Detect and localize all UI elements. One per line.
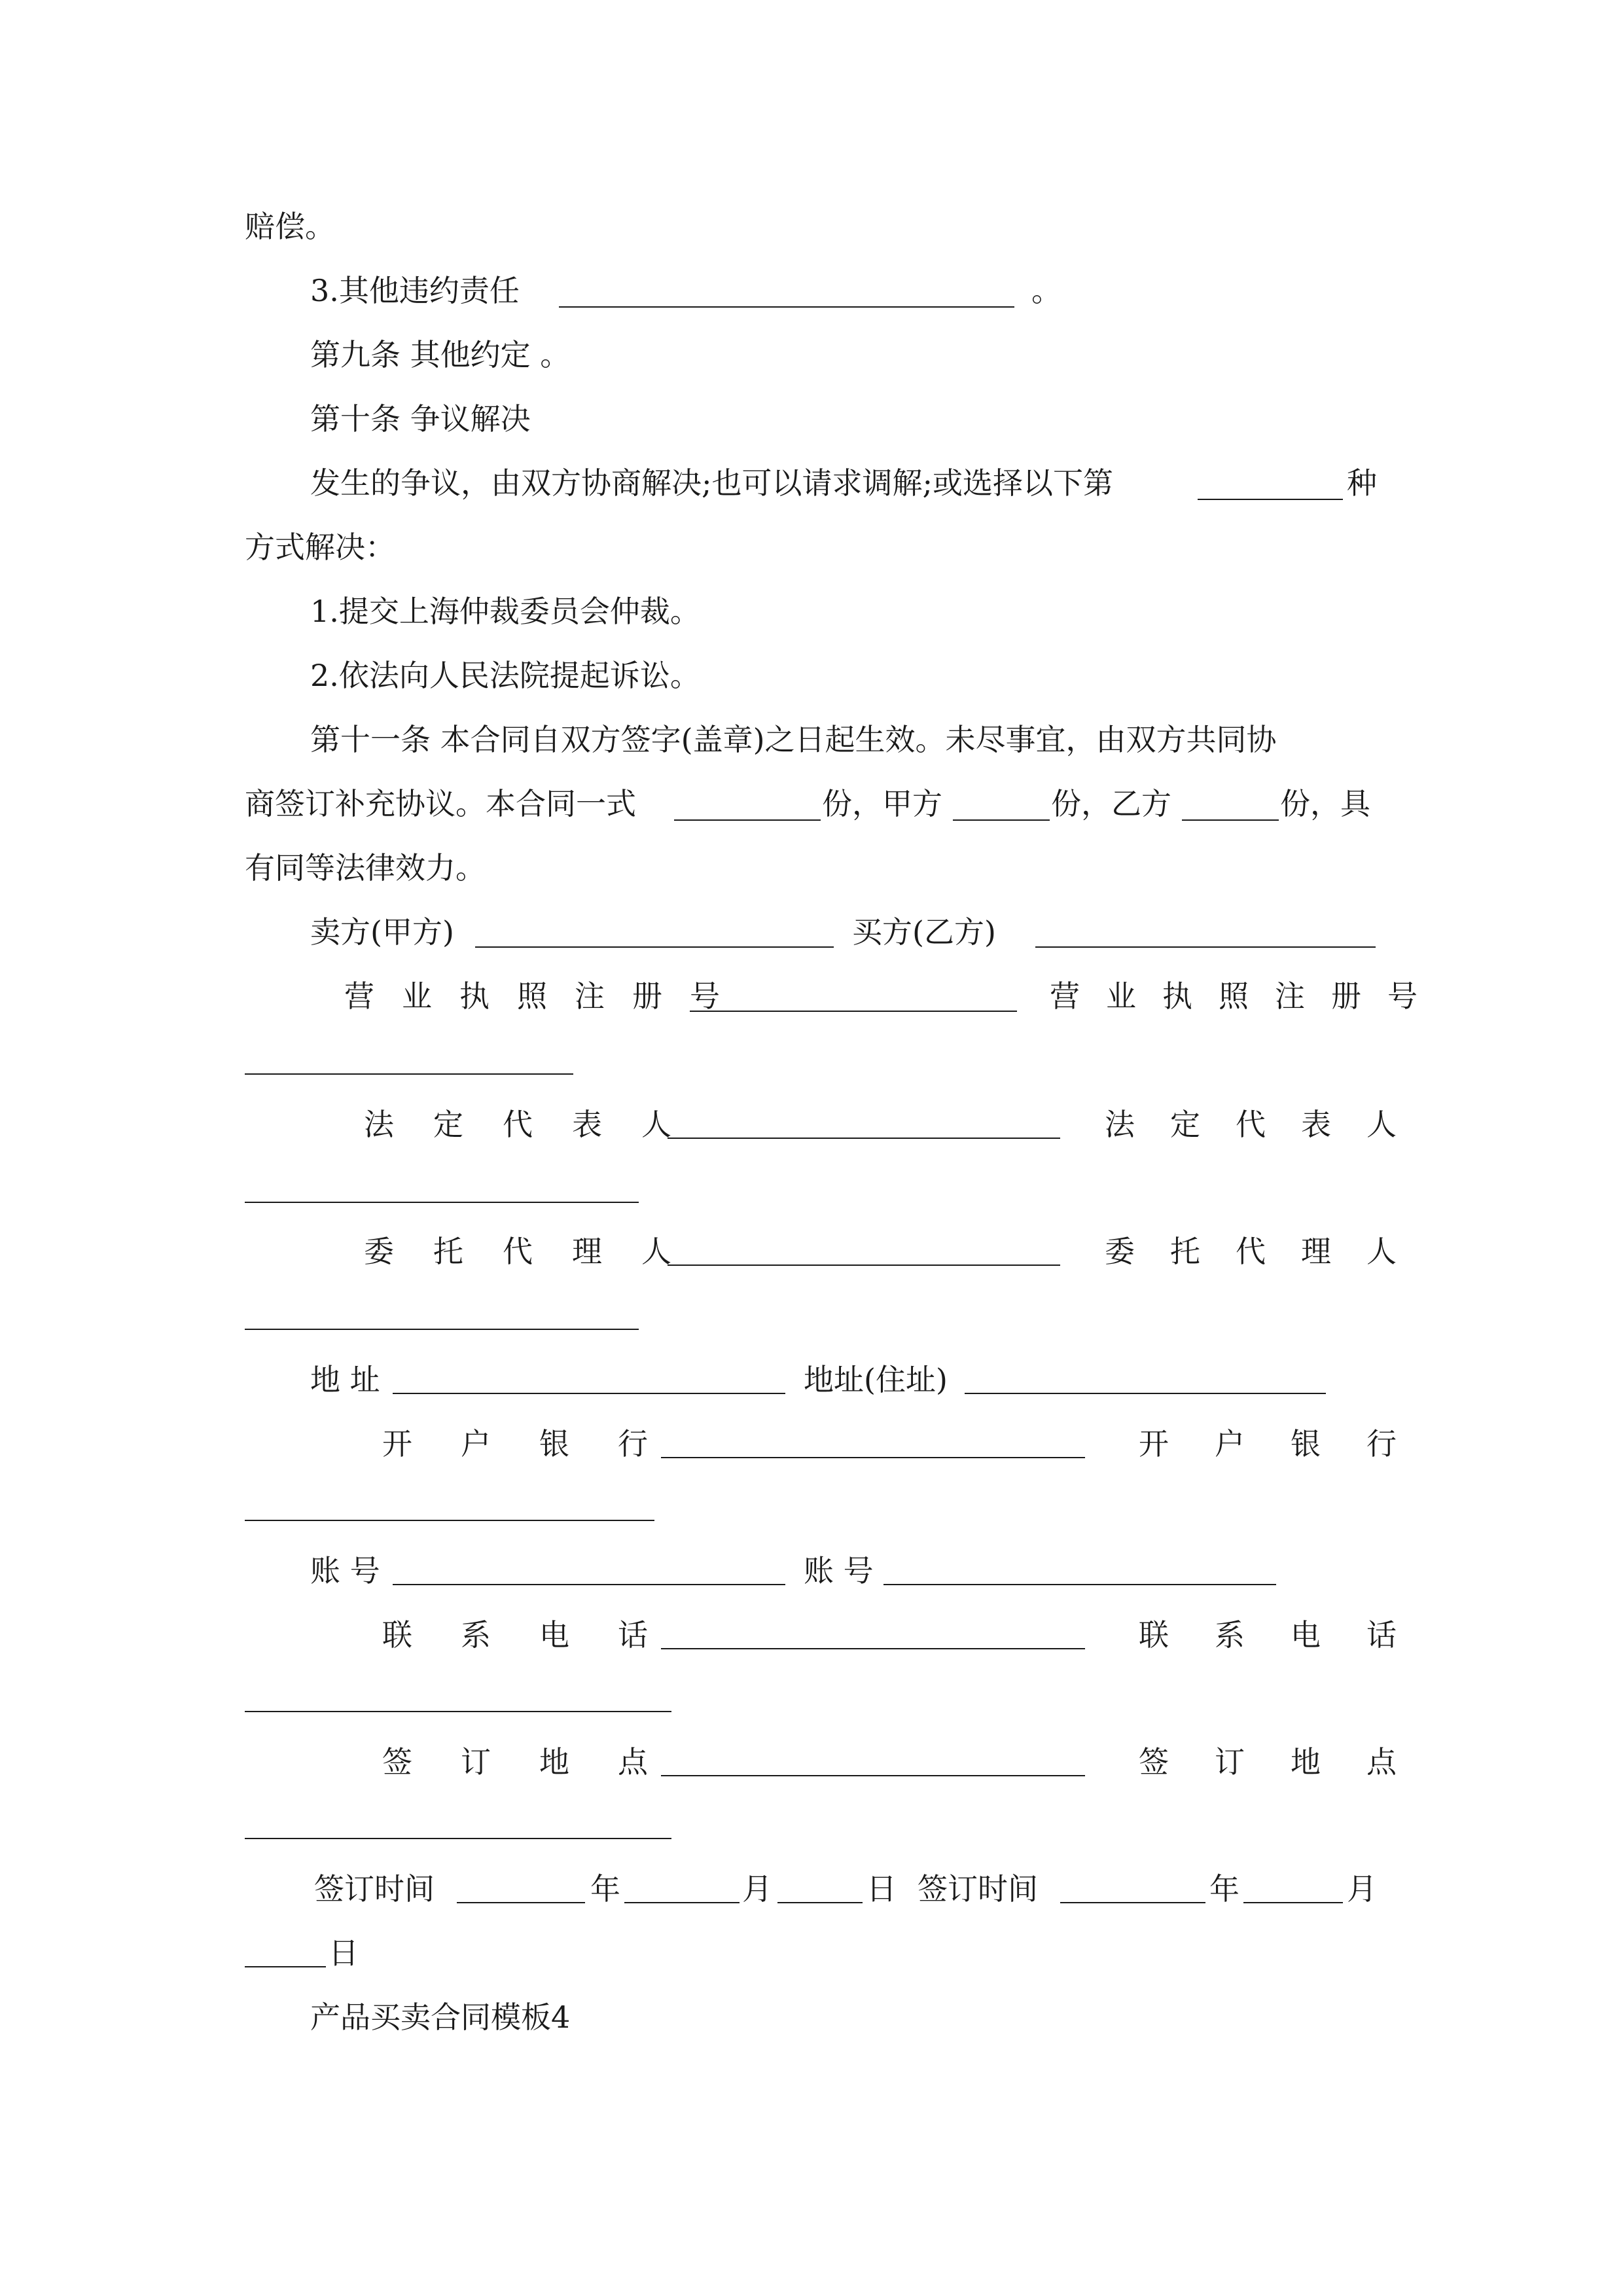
account-label-a: 账 号 bbox=[310, 1553, 380, 1588]
bank-blank-b[interactable] bbox=[245, 1520, 654, 1521]
phone-blank-a[interactable] bbox=[661, 1648, 1085, 1649]
copies-total-blank bbox=[674, 819, 821, 821]
address-blank-b[interactable] bbox=[965, 1393, 1326, 1394]
time-day-blank-b[interactable] bbox=[245, 1966, 326, 1967]
time-month-a: 月 bbox=[742, 1871, 772, 1907]
copies-party-b-label: 份，乙方 bbox=[1051, 786, 1171, 821]
rep-label-b: 法定代表人 bbox=[1105, 1107, 1432, 1142]
dispute-text-end: 种 bbox=[1347, 465, 1377, 501]
place-blank-b[interactable] bbox=[245, 1838, 671, 1839]
article-nine: 第九条 其他约定 。 bbox=[310, 337, 571, 372]
account-label-b: 账 号 bbox=[804, 1553, 874, 1588]
other-liability-blank bbox=[559, 306, 1014, 308]
dispute-method: 方式解决： bbox=[245, 529, 395, 565]
phone-label-b: 联系电话 bbox=[1139, 1617, 1442, 1653]
copies-party-b-blank bbox=[1182, 819, 1279, 821]
copies-party-a-label: 份，甲方 bbox=[822, 786, 942, 821]
copies-text: 商签订补充协议。本合同一式 bbox=[245, 786, 636, 821]
dispute-choice-blank bbox=[1198, 499, 1343, 500]
license-label-a: 营业执照注册号 bbox=[344, 978, 747, 1014]
article-eleven: 第十一条 本合同自双方签字(盖章)之日起生效。未尽事宜，由双方共同协 bbox=[310, 722, 1277, 757]
place-label-b: 签订地点 bbox=[1139, 1744, 1442, 1780]
phone-blank-b[interactable] bbox=[245, 1711, 671, 1712]
dispute-text: 发生的争议，由双方协商解决;也可以请求调解;或选择以下第 bbox=[310, 465, 1113, 501]
time-year-blank-b[interactable] bbox=[1060, 1902, 1205, 1903]
rep-blank-a[interactable] bbox=[668, 1138, 1060, 1139]
seller-label: 卖方(甲方) bbox=[310, 914, 454, 950]
copies-end: 份，具 bbox=[1280, 786, 1370, 821]
phone-label-a: 联系电话 bbox=[382, 1617, 696, 1653]
buyer-label: 买方(乙方) bbox=[852, 914, 996, 950]
place-label-a: 签订地点 bbox=[382, 1744, 696, 1780]
equal-validity: 有同等法律效力。 bbox=[245, 850, 486, 886]
time-year-blank-a[interactable] bbox=[457, 1902, 585, 1903]
article-ten: 第十条 争议解决 bbox=[310, 401, 531, 437]
time-label-b: 签订时间 bbox=[918, 1871, 1038, 1907]
time-year-a: 年 bbox=[590, 1871, 620, 1907]
time-year-b: 年 bbox=[1209, 1871, 1240, 1907]
license-blank-b[interactable] bbox=[245, 1073, 573, 1075]
license-label-b: 营业执照注册号 bbox=[1050, 978, 1444, 1014]
other-liability-label: 3.其他违约责任 bbox=[310, 273, 520, 308]
buyer-blank[interactable] bbox=[1035, 946, 1376, 948]
address-label-b: 地址(住址) bbox=[804, 1362, 948, 1397]
bank-label-b: 开户银行 bbox=[1139, 1426, 1442, 1462]
agent-label-b: 委托代理人 bbox=[1105, 1234, 1432, 1269]
license-blank-a[interactable] bbox=[690, 1011, 1017, 1012]
address-label-a: 地 址 bbox=[310, 1362, 380, 1397]
account-blank-a[interactable] bbox=[393, 1584, 785, 1585]
option-litigation: 2.依法向人民法院提起诉讼。 bbox=[310, 658, 700, 693]
rep-label-a: 法定代表人 bbox=[364, 1107, 711, 1142]
option-arbitration: 1.提交上海仲裁委员会仲裁。 bbox=[310, 594, 700, 629]
bank-label-a: 开户银行 bbox=[382, 1426, 696, 1462]
time-month-b: 月 bbox=[1347, 1871, 1377, 1907]
agent-blank-a[interactable] bbox=[668, 1265, 1060, 1266]
time-month-blank-b[interactable] bbox=[1243, 1902, 1343, 1903]
agent-blank-b[interactable] bbox=[245, 1329, 639, 1330]
account-blank-b[interactable] bbox=[883, 1584, 1276, 1585]
rep-blank-b[interactable] bbox=[245, 1202, 639, 1203]
time-label-a: 签订时间 bbox=[314, 1871, 435, 1907]
other-liability-period: 。 bbox=[1031, 273, 1061, 308]
next-template-heading: 产品买卖合同模板4 bbox=[310, 2000, 571, 2035]
seller-blank[interactable] bbox=[475, 946, 834, 948]
time-month-blank-a[interactable] bbox=[624, 1902, 740, 1903]
time-day-b: 日 bbox=[329, 1935, 359, 1971]
agent-label-a: 委托代理人 bbox=[364, 1234, 711, 1269]
text-line-compensation: 赔偿。 bbox=[245, 209, 335, 244]
address-blank-a[interactable] bbox=[393, 1393, 785, 1394]
bank-blank-a[interactable] bbox=[661, 1457, 1085, 1458]
text-line-other-liability bbox=[310, 272, 520, 309]
copies-party-a-blank bbox=[953, 819, 1050, 821]
time-day-a: 日 bbox=[866, 1871, 897, 1907]
time-day-blank-a[interactable] bbox=[777, 1902, 863, 1903]
place-blank-a[interactable] bbox=[661, 1775, 1085, 1776]
